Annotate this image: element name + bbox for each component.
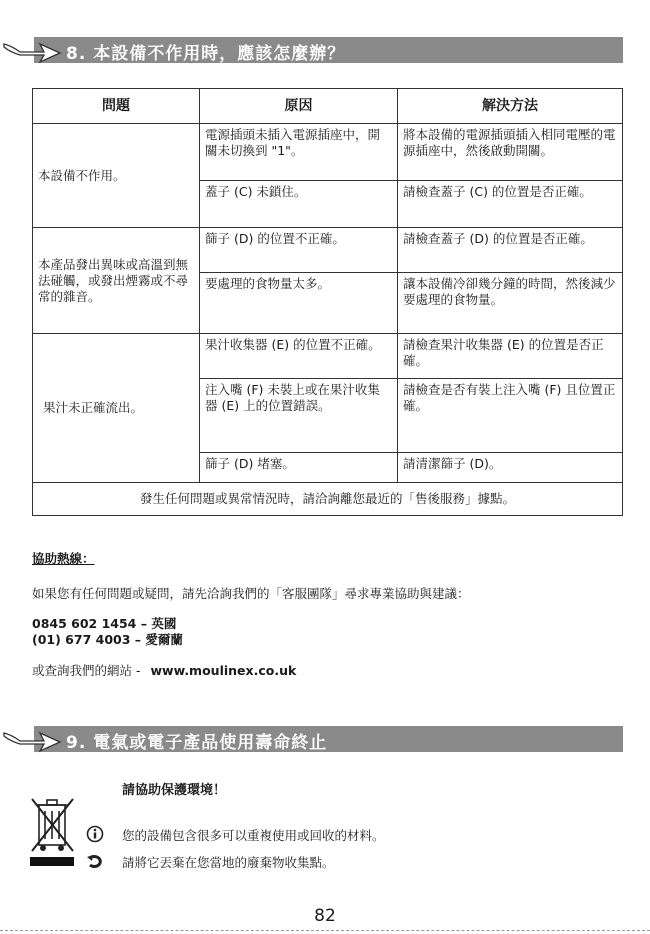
cause-cell: 注入嘴 (F) 未裝上或在果汁收集器 (E) 上的位置錯誤。 (200, 379, 398, 453)
phone-uk: 0845 602 1454 – 英國 (32, 616, 177, 631)
website-prefix: 或查詢我們的網站 - (32, 663, 141, 678)
helpline-intro: 如果您有任何問題或疑問，請先洽詢我們的「客服團隊」尋求專業協助與建議： (32, 586, 470, 601)
table-row (33, 228, 623, 273)
section-8-header (0, 34, 650, 68)
section-9-title: 9. 電氣或電子產品使用壽命終止 (66, 733, 328, 753)
solution-cell: 讓本設備冷卻幾分鐘的時間，然後減少要處理的食物量。 (398, 273, 623, 334)
cause-cell: 篩子 (D) 堵塞。 (200, 453, 398, 483)
solution-cell: 請檢查是否有裝上注入嘴 (F) 且位置正確。 (398, 379, 623, 453)
info-icon (86, 825, 104, 843)
table-row (33, 334, 623, 379)
section-9-header (0, 723, 650, 757)
recycle-icon (86, 852, 104, 870)
info-text: 您的設備包含很多可以重複使用或回收的材料。 (122, 828, 385, 843)
solution-cell: 請檢查蓋子 (D) 的位置是否正確。 (398, 228, 623, 273)
env-heading: 請協助保護環境！ (122, 783, 227, 798)
troubleshooting-table (32, 88, 623, 516)
table-footer: 發生任何問題或異常情況時，請洽詢離您最近的「售後服務」據點。 (33, 483, 623, 516)
website-link[interactable]: www.moulinex.co.uk (150, 663, 297, 678)
cause-cell: 要處理的食物量太多。 (200, 273, 398, 334)
problem-cell: 果汁未正確流出。 (33, 334, 200, 483)
table-header-row (33, 89, 623, 124)
problem-cell: 本產品發出異味或高溫到無法碰觸，或發出煙霧或不尋常的雜音。 (33, 228, 200, 334)
cause-cell: 果汁收集器 (E) 的位置不正確。 (200, 334, 398, 379)
solution-cell: 請清潔篩子 (D)。 (398, 453, 623, 483)
header-cause: 原因 (200, 89, 398, 124)
helpline-heading: 協助熱線： (32, 551, 95, 566)
section-8-title: 8. 本設備不作用時，應該怎麼辦？ (66, 44, 346, 64)
header-solution: 解決方法 (398, 89, 623, 124)
solution-cell: 請檢查果汁收集器 (E) 的位置是否正確。 (398, 334, 623, 379)
cause-cell: 篩子 (D) 的位置不正確。 (200, 228, 398, 273)
solution-cell: 將本設備的電源插頭插入相同電壓的電源插座中，然後啟動開關。 (398, 124, 623, 181)
page-number: 82 (314, 906, 336, 926)
arrow-icon (0, 34, 62, 68)
table-row (33, 124, 623, 181)
header-problem: 問題 (33, 89, 200, 124)
table-footer-row (33, 483, 623, 516)
website-line (32, 661, 296, 679)
bottom-rule (0, 930, 650, 931)
crossed-bin-icon (28, 793, 78, 869)
solution-cell: 請檢查蓋子 (C) 的位置是否正確。 (398, 181, 623, 228)
problem-cell: 本設備不作用。 (33, 124, 200, 228)
phone-ie: (01) 677 4003 – 愛爾蘭 (32, 632, 183, 647)
recycle-text: 請將它丟棄在您當地的廢棄物收集點。 (122, 855, 335, 870)
arrow-icon (0, 723, 62, 757)
cause-cell: 電源插頭未插入電源插座中，開關未切換到 "1"。 (200, 124, 398, 181)
cause-cell: 蓋子 (C) 未鎖住。 (200, 181, 398, 228)
